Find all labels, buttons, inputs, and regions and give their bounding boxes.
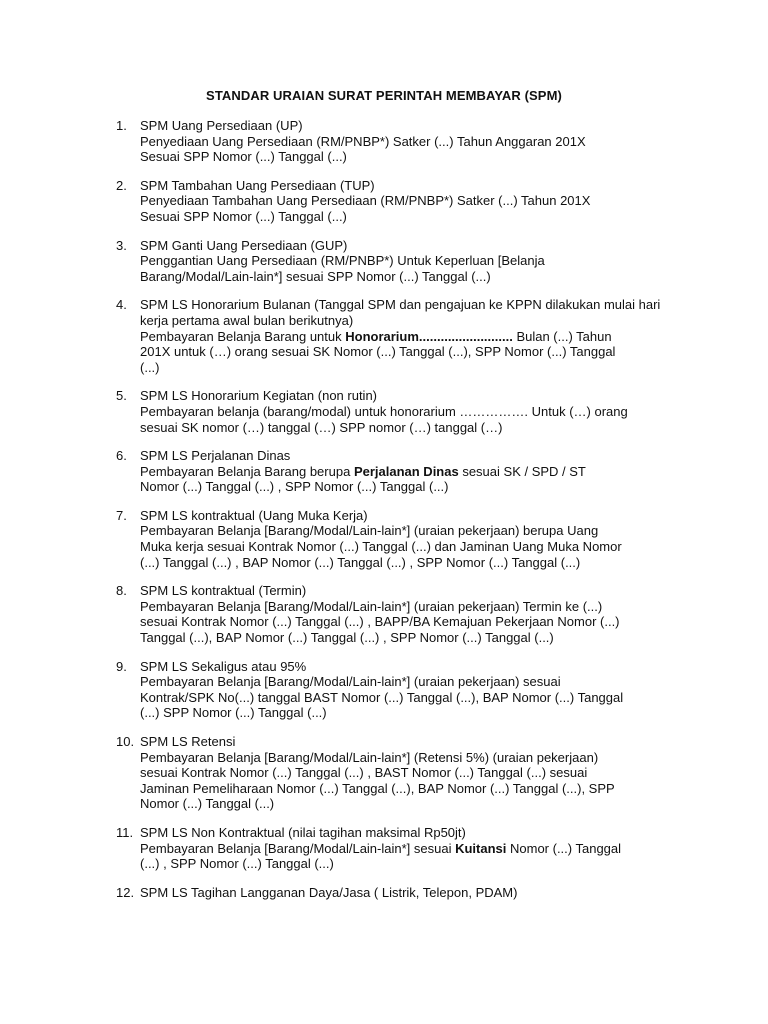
item-body <box>140 388 676 435</box>
description-text: Pembayaran Belanja Barang berupa <box>140 463 354 479</box>
description-text: Barang/Modal/Lain-lain*] sesuai SPP Nomor (...) Tanggal (...) <box>140 268 491 284</box>
list-item <box>116 825 676 872</box>
item-body <box>140 238 676 285</box>
description-text: Penggantian Uang Persediaan (RM/PNBP*) Untuk Keperluan [Belanja <box>140 253 545 269</box>
description-text: sesuai Kontrak Nomor (...) Tanggal (...) , BAST Nomor (...) Tanggal (...) sesuai <box>140 765 588 781</box>
description-text: Tanggal (...), BAP Nomor (...) Tanggal (...) , SPP Nomor (...) Tanggal (...) <box>140 630 554 646</box>
item-number: 6. <box>116 448 127 464</box>
item-description <box>140 329 676 376</box>
item-number: 7. <box>116 507 127 523</box>
list-item <box>116 583 676 645</box>
description-text: Nomor (...) Tanggal (...) <box>140 796 275 812</box>
description-text: Sesuai SPP Nomor (...) Tanggal (...) <box>140 208 347 224</box>
list-item <box>116 508 676 570</box>
spm-list <box>116 118 676 913</box>
description-text: sesuai SK nomor (…) tanggal (…) SPP nomor (…) tanggal (…) <box>140 419 503 435</box>
description-text: Nomor (...) Tanggal (...) , SPP Nomor (...) Tanggal (...) <box>140 479 449 495</box>
description-text: Pembayaran Belanja [Barang/Modal/Lain-lain*] (uraian pekerjaan) Termin ke (...) <box>140 598 603 614</box>
item-heading: SPM Tambahan Uang Persediaan (TUP) <box>140 177 375 193</box>
item-description <box>140 464 676 495</box>
list-item <box>116 885 676 901</box>
item-number: 8. <box>116 583 127 599</box>
description-text: Jaminan Pemeliharaan Nomor (...) Tanggal (...), BAP Nomor (...) Tanggal (...), SPP <box>140 780 615 796</box>
item-description <box>140 253 676 284</box>
item-description <box>140 841 676 872</box>
description-text: sesuai SK / SPD / ST <box>458 463 586 479</box>
description-text: Pembayaran Belanja [Barang/Modal/Lain-lain*] sesuai <box>140 840 456 856</box>
item-body <box>140 885 676 901</box>
item-number: 1. <box>116 118 127 133</box>
item-description <box>140 599 676 646</box>
item-number: 4. <box>116 297 127 313</box>
item-heading: SPM LS kontraktual (Termin) <box>140 583 307 599</box>
item-description <box>140 750 676 812</box>
item-body <box>140 118 676 165</box>
description-text: Pembayaran Belanja Barang untuk <box>140 328 346 344</box>
item-number: 11. <box>116 824 134 840</box>
item-body <box>140 659 676 721</box>
item-description <box>140 404 676 435</box>
emphasis-text: Perjalanan Dinas <box>353 463 459 479</box>
list-item <box>116 659 676 721</box>
item-body <box>140 825 676 872</box>
description-text: Nomor (...) Tanggal <box>506 840 622 856</box>
description-text: sesuai Kontrak Nomor (...) Tanggal (...) , BAPP/BA Kemajuan Pekerjaan Nomor (...) <box>140 614 620 630</box>
item-description <box>140 674 676 721</box>
description-text: Penyediaan Uang Persediaan (RM/PNBP*) Satker (...) Tahun Anggaran 201X <box>140 133 586 149</box>
description-text: Pembayaran Belanja [Barang/Modal/Lain-lain*] (Retensi 5%) (uraian pekerjaan) <box>140 749 599 765</box>
item-heading: SPM LS Sekaligus atau 95% <box>140 658 307 674</box>
item-description <box>140 523 676 570</box>
list-item <box>116 118 676 165</box>
description-text: Bulan (...) Tahun <box>512 328 612 344</box>
description-text: Pembayaran Belanja [Barang/Modal/Lain-lain*] (uraian pekerjaan) berupa Uang <box>140 523 599 539</box>
description-text: (...) Tanggal (...) , BAP Nomor (...) Tanggal (...) , SPP Nomor (...) Tanggal (...) <box>140 554 581 570</box>
item-number: 12. <box>116 884 135 900</box>
item-body <box>140 734 676 812</box>
emphasis-text: Kuitansi <box>455 840 507 856</box>
item-number: 10. <box>116 734 135 749</box>
document-title: STANDAR URAIAN SURAT PERINTAH MEMBAYAR (SPM) <box>206 88 562 103</box>
description-text: Muka kerja sesuai Kontrak Nomor (...) Tanggal (...) dan Jaminan Uang Muka Nomor <box>140 539 622 555</box>
description-text: Penyediaan Tambahan Uang Persediaan (RM/PNBP*) Satker (...) Tahun 201X <box>140 193 591 209</box>
description-text: (...) , SPP Nomor (...) Tanggal (...) <box>140 856 334 872</box>
description-text: Pembayaran belanja (barang/modal) untuk honorarium ……………. Untuk (…) orang <box>140 403 628 419</box>
item-number: 9. <box>116 658 127 674</box>
description-text: (...) SPP Nomor (...) Tanggal (...) <box>140 705 327 721</box>
item-heading: SPM LS Perjalanan Dinas <box>140 448 291 464</box>
item-description <box>140 193 676 224</box>
item-description <box>140 134 676 165</box>
item-heading: SPM Uang Persediaan (UP) <box>140 118 303 133</box>
list-item <box>116 178 676 225</box>
description-text: Pembayaran Belanja [Barang/Modal/Lain-lain*] (uraian pekerjaan) sesuai <box>140 674 561 690</box>
description-text: Sesuai SPP Nomor (...) Tanggal (...) <box>140 149 347 165</box>
description-text: 201X untuk (…) orang sesuai SK Nomor (...) Tanggal (...), SPP Nomor (...) Tanggal <box>140 344 616 360</box>
item-number: 5. <box>116 388 127 404</box>
item-heading: SPM LS Retensi <box>140 734 236 749</box>
item-body <box>140 297 676 375</box>
item-heading: SPM Ganti Uang Persediaan (GUP) <box>140 237 348 253</box>
item-number: 3. <box>116 237 127 253</box>
item-body <box>140 178 676 225</box>
list-item <box>116 238 676 285</box>
emphasis-text: Honorarium.......................... <box>345 328 513 344</box>
item-body <box>140 508 676 570</box>
item-number: 2. <box>116 177 127 193</box>
list-item <box>116 734 676 812</box>
item-heading: SPM LS Honorarium Bulanan (Tanggal SPM dan pengajuan ke KPPN dilakukan mulai hari kerja pertama awal bulan berikutnya) <box>140 297 661 328</box>
item-heading: SPM LS Non Kontraktual (nilai tagihan maksimal Rp50jt) <box>140 824 466 840</box>
item-heading: SPM LS kontraktual (Uang Muka Kerja) <box>140 507 368 523</box>
item-body <box>140 583 676 645</box>
item-heading: SPM LS Honorarium Kegiatan (non rutin) <box>140 388 378 404</box>
description-text: (...) <box>140 359 160 375</box>
item-body <box>140 448 676 495</box>
description-text: Kontrak/SPK No(...) tanggal BAST Nomor (...) Tanggal (...), BAP Nomor (...) Tanggal <box>140 689 624 705</box>
list-item <box>116 297 676 375</box>
list-item <box>116 388 676 435</box>
item-heading: SPM LS Tagihan Langganan Daya/Jasa ( Listrik, Telepon, PDAM) <box>140 884 518 900</box>
list-item <box>116 448 676 495</box>
